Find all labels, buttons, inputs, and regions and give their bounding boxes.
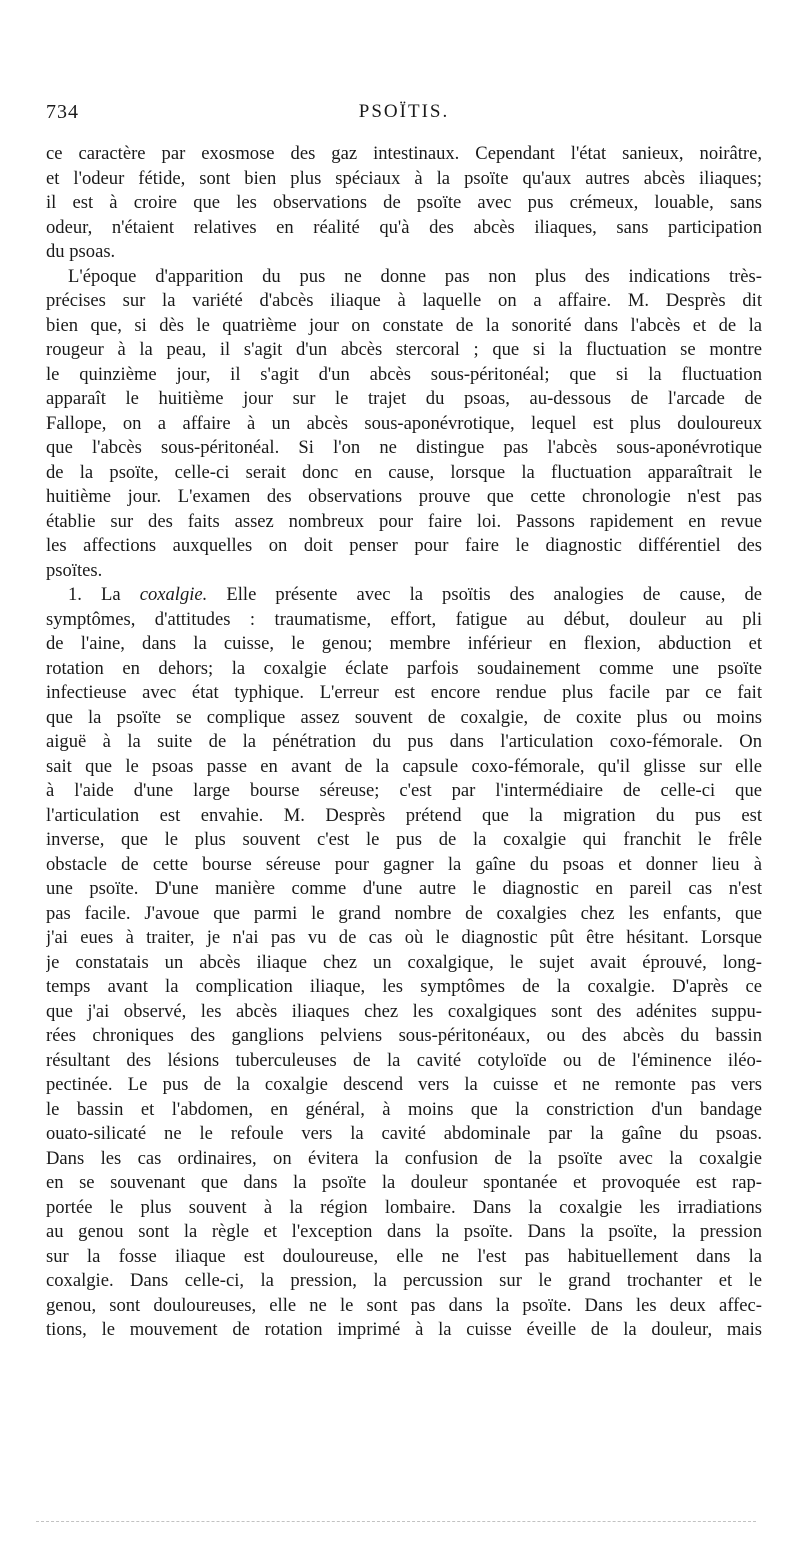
text-line: le bassin et l'abdomen, en général, à moins que la constriction d'un bandage bbox=[46, 1098, 762, 1120]
text-line-lead: 1. La bbox=[68, 584, 140, 605]
text-line: en se souvenant que dans la psoïte la douleur spontanée et provoquée est rap- bbox=[46, 1172, 762, 1193]
text-line: pas facile. J'avoue que parmi le grand nombre de coxalgies chez les enfants, que bbox=[46, 902, 762, 924]
text-line: sait que le psoas passe en avant de la capsule coxo-fémorale, qu'il glisse sur elle bbox=[46, 755, 762, 777]
text-line: il est à croire que les observations de psoïte avec pus crémeux, louable, sans bbox=[46, 192, 762, 213]
text-line: tions, le mouvement de rotation imprimé à la cuisse éveille de la douleur, mais bbox=[46, 1319, 762, 1340]
text-line: rotation en dehors; la coxalgie éclate parfois soudainement comme une psoïte bbox=[46, 657, 762, 679]
text-line: infectieuse avec état typhique. L'erreur est encore rendue plus facile par ce fait bbox=[46, 682, 762, 703]
text-line: apparaît le huitième jour sur le trajet du psoas, au-dessous de l'arcade de bbox=[46, 388, 762, 409]
text-line: obstacle de cette bourse séreuse pour gagner la gaîne du psoas et donner lieu à bbox=[46, 853, 762, 875]
text-line: inverse, que le plus souvent c'est le pus de la coxalgie qui franchit le frêle bbox=[46, 829, 762, 850]
section-heading-italic: coxalgie. bbox=[139, 584, 208, 605]
text-line: une psoïte. D'une manière comme d'une autre le diagnostic en pareil cas n'est bbox=[46, 878, 762, 899]
text-line: le quinzième jour, il s'agit d'un abcès sous-péritonéal; que si la fluctuation bbox=[46, 363, 762, 385]
text-line: l'articulation est envahie. M. Desprès prétend que la migration du pus est bbox=[46, 804, 762, 826]
text-line: du psoas. bbox=[46, 241, 116, 262]
text-line: de l'aine, dans la cuisse, le genou; membre inférieur en flexion, abduction et bbox=[46, 633, 762, 654]
text-line: les affections auxquelles on doit penser pour faire le diagnostic différentiel des bbox=[46, 535, 762, 556]
text-line: temps avant la complication iliaque, les symptômes de la coxalgie. D'après ce bbox=[46, 976, 762, 997]
body-text bbox=[46, 142, 762, 1343]
text-line: que la psoïte se complique assez souvent de coxalgie, de coxite plus ou moins bbox=[46, 706, 762, 728]
page-header bbox=[46, 101, 762, 129]
text-line: portée le plus souvent à la région lombaire. Dans la coxalgie les irradiations bbox=[46, 1196, 762, 1218]
text-line: rougeur à la peau, il s'agit d'un abcès stercoral ; que si la fluctuation se montre bbox=[46, 339, 762, 360]
running-title: PSOÏTIS. bbox=[358, 101, 450, 122]
footer-rule bbox=[36, 1521, 756, 1522]
text-line: sur la fosse iliaque est douloureuse, elle ne l'est pas habituellement dans la bbox=[46, 1245, 762, 1267]
page-number: 734 bbox=[46, 101, 79, 123]
text-line: rées chroniques des ganglions pelviens sous-péritonéaux, ou des abcès du bassin bbox=[46, 1025, 762, 1046]
text-line: pectinée. Le pus de la coxalgie descend vers la cuisse et ne remonte pas vers bbox=[46, 1074, 762, 1095]
text-line-tail: Elle présente avec la psoïtis des analogies de cause, de bbox=[207, 584, 762, 605]
text-line: j'ai eues à traiter, je n'ai pas vu de cas où le diagnostic pût être hésitant. Lorsque bbox=[46, 927, 762, 948]
text-line: aiguë à la suite de la pénétration du pus dans l'articulation coxo-fémorale. On bbox=[46, 731, 762, 752]
text-line: symptômes, d'attitudes : traumatisme, effort, fatigue au début, douleur au pli bbox=[46, 608, 762, 630]
text-line: genou, sont douloureuses, elle ne le sont pas dans la psoïte. Dans les deux affec- bbox=[46, 1294, 762, 1316]
text-line: et l'odeur fétide, sont bien plus spéciaux à la psoïte qu'aux autres abcès iliaques; bbox=[46, 167, 762, 189]
text-line: à l'aide d'une large bourse séreuse; c'est par l'intermédiaire de celle-ci que bbox=[46, 780, 762, 801]
text-line: au genou sont la règle et l'exception dans la psoïte. Dans la psoïte, la pression bbox=[46, 1221, 762, 1242]
text-line: bien que, si dès le quatrième jour on constate de la sonorité dans l'abcès et de la bbox=[46, 314, 762, 336]
text-line: Fallope, on a affaire à un abcès sous-aponévrotique, lequel est plus douloureux bbox=[46, 412, 762, 434]
text-line: Dans les cas ordinaires, on évitera la confusion de la psoïte avec la coxalgie bbox=[46, 1147, 762, 1169]
text-line: odeur, n'étaient relatives en réalité qu'à des abcès iliaques, sans participation bbox=[46, 216, 762, 238]
text-line: établie sur des faits assez nombreux pour faire loi. Passons rapidement en revue bbox=[46, 510, 762, 532]
text-line: psoïtes. bbox=[46, 559, 103, 581]
text-line: ce caractère par exosmose des gaz intestinaux. Cependant l'état sanieux, noirâtre, bbox=[46, 143, 762, 164]
text-line: huitième jour. L'examen des observations prouve que cette chronologie n'est pas bbox=[46, 486, 762, 507]
text-line: je constatais un abcès iliaque chez un coxalgique, le sujet avait éprouvé, long- bbox=[46, 951, 762, 973]
text-line: de la psoïte, celle-ci serait donc en cause, lorsque la fluctuation apparaîtrait le bbox=[46, 461, 762, 483]
text-line: ouato-silicaté ne le refoule vers la cavité abdominale par la gaîne du psoas. bbox=[46, 1123, 762, 1144]
text-line: que j'ai observé, les abcès iliaques chez les coxalgiques sont des adénites suppu- bbox=[46, 1000, 762, 1022]
text-line: précises sur la variété d'abcès iliaque à laquelle on a affaire. M. Desprès dit bbox=[46, 290, 762, 311]
text-line: L'époque d'apparition du pus ne donne pas non plus des indications très- bbox=[68, 265, 762, 287]
text-line bbox=[46, 583, 762, 608]
text-line: que l'abcès sous-péritonéal. Si l'on ne distingue pas l'abcès sous-aponévrotique bbox=[46, 437, 762, 458]
text-line: résultant des lésions tuberculeuses de la cavité cotyloïde ou de l'éminence iléo- bbox=[46, 1049, 762, 1071]
text-line: coxalgie. Dans celle-ci, la pression, la percussion sur le grand trochanter et le bbox=[46, 1270, 762, 1291]
